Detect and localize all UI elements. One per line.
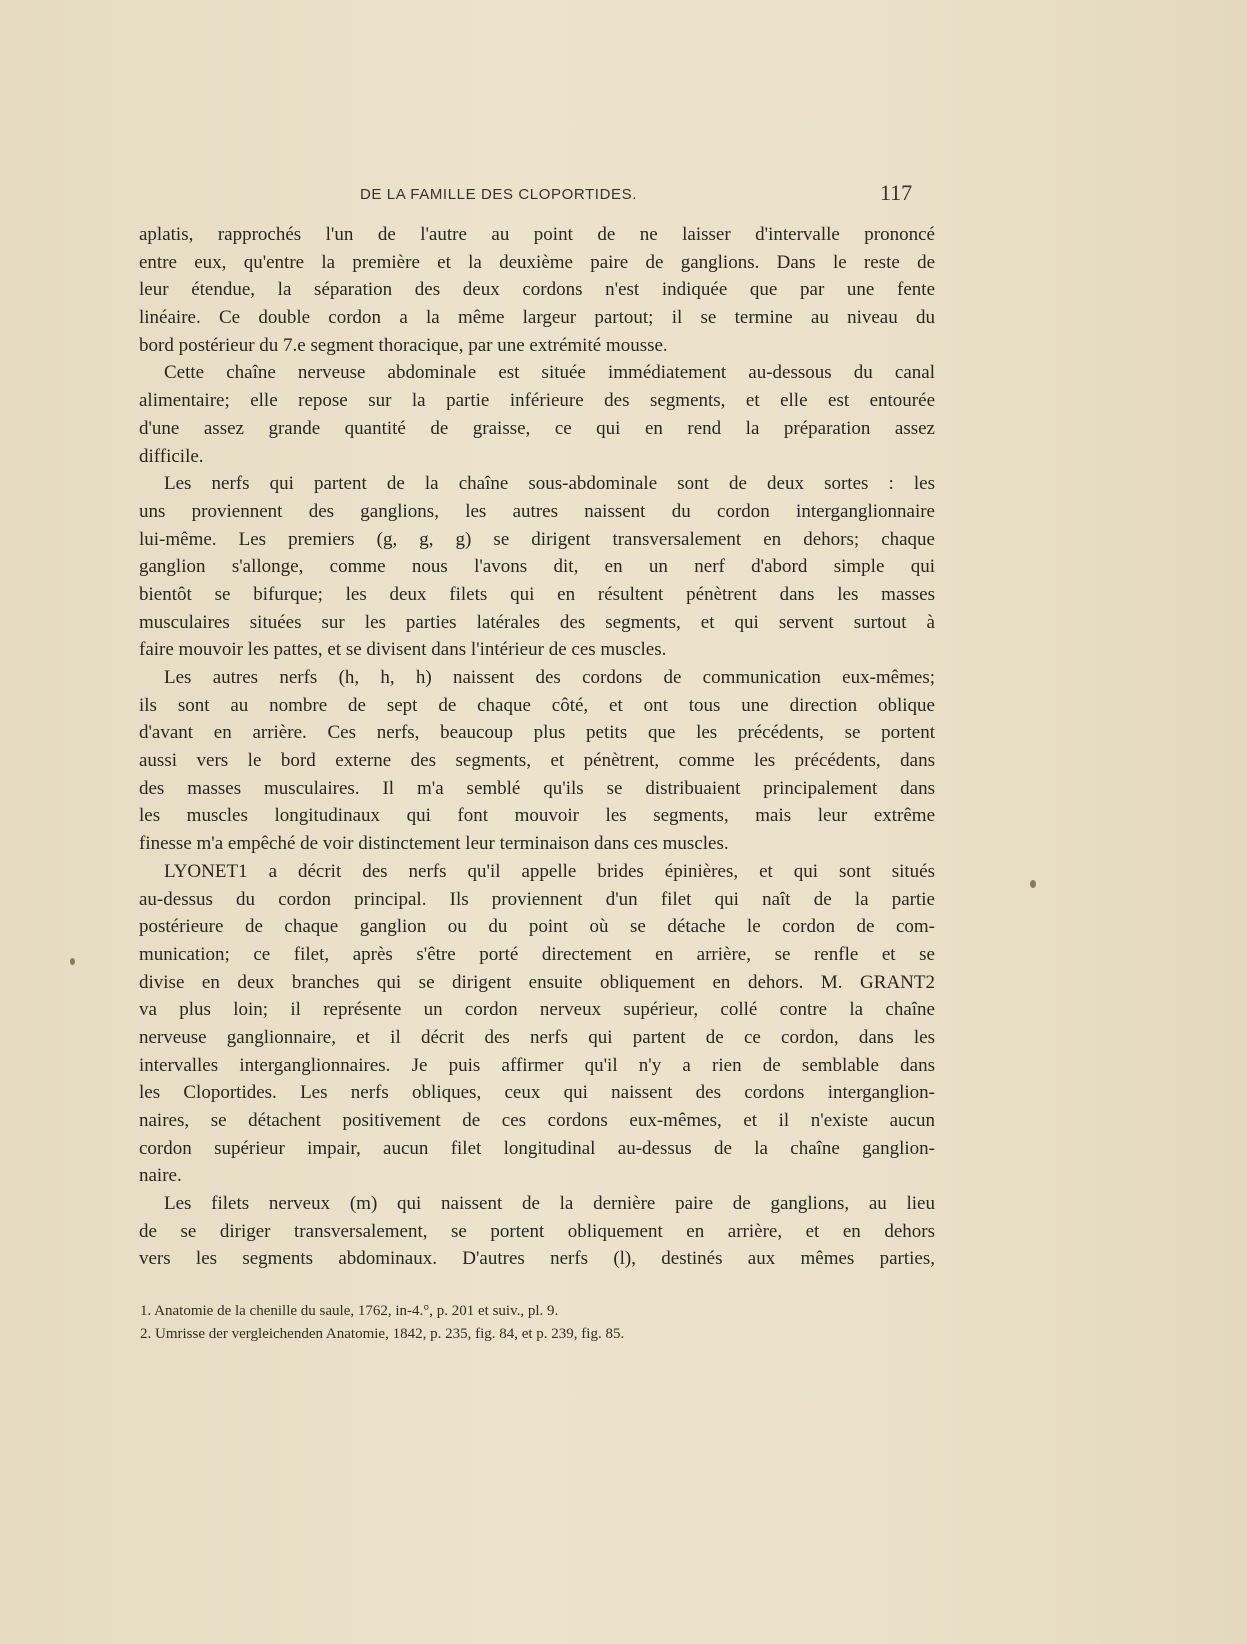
text-line: Les autres nerfs (h, h, h) naissent des cordons de communication eux-mêmes; [164,667,935,688]
text-line: au-dessus du cordon principal. Ils proviennent d'un filet qui naît de la partie [139,888,935,910]
text-line: Les nerfs qui partent de la chaîne sous-abdominale sont de deux sortes : les [164,473,935,495]
text-line: naires, se détachent positivement de ces cordons eux-mêmes, et il n'existe aucun [139,1110,935,1131]
page-number: 117 [880,180,913,205]
text-line: difficile. [139,445,204,467]
text-line: musculaires situées sur les parties latérales des segments, et qui servent surtout à [139,611,935,633]
text-line: alimentaire; elle repose sur la partie inférieure des segments, et elle est entourée [139,390,935,412]
text-line: bientôt se bifurque; les deux filets qui en résultent pénètrent dans les masses [139,583,935,605]
text-line: entre eux, qu'entre la première et la deuxième paire de ganglions. Dans le reste de [139,251,935,273]
text-line: va plus loin; il représente un cordon nerveux supérieur, collé contre la chaîne [139,999,935,1021]
body-text [139,221,935,1273]
paper-speck [70,958,75,965]
text-line: aussi vers le bord externe des segments, et pénètrent, comme les précédents, dans [139,750,935,772]
text-line: linéaire. Ce double cordon a la même largeur partout; il se termine au niveau du [139,307,935,329]
text-line: ils sont au nombre de sept de chaque côté, et ont tous une direction oblique [139,694,935,716]
text-line: cordon supérieur impair, aucun filet longitudinal au-dessus de la chaîne ganglion- [139,1137,935,1159]
text-line: LYONET1 a décrit des nerfs qu'il appelle brides épinières, et qui sont situés [164,860,935,882]
text-line: de se diriger transversalement, se portent obliquement en arrière, et en dehors [139,1220,935,1242]
text-line: Les filets nerveux (m) qui naissent de la dernière paire de ganglions, au lieu [164,1193,935,1215]
footnote-1: 1. Anatomie de la chenille du saule, 1762, in-4.°, p. 201 et suiv., pl. 9. [140,1303,559,1319]
text-line: les Cloportides. Les nerfs obliques, ceux qui naissent des cordons interganglion- [139,1082,935,1104]
text-line: vers les segments abdominaux. D'autres nerfs (l), destinés aux mêmes parties, [139,1248,935,1270]
text-line: intervalles interganglionnaires. Je puis affirmer qu'il n'y a rien de semblable dans [139,1054,935,1076]
text-line: d'une assez grande quantité de graisse, ce qui en rend la préparation assez [139,417,935,439]
text-line: aplatis, rapprochés l'un de l'autre au point de ne laisser d'intervalle prononcé [139,224,935,245]
footnote-2: 2. Umrisse der vergleichenden Anatomie, 1842, p. 235, fig. 84, et p. 239, fig. 85. [140,1326,625,1342]
text-line: Cette chaîne nerveuse abdominale est située immédiatement au-dessous du canal [164,362,935,384]
text-line: divise en deux branches qui se dirigent ensuite obliquement en dehors. M. GRANT2 [139,971,935,993]
text-line: faire mouvoir les pattes, et se divisent dans l'intérieur de ces muscles. [139,639,667,661]
text-line: uns proviennent des ganglions, les autres naissent du cordon interganglionnaire [139,500,935,522]
text-line: finesse m'a empêché de voir distinctement leur terminaison dans ces muscles. [139,833,729,855]
text-line: les muscles longitudinaux qui font mouvoir les segments, mais leur extrême [139,805,935,827]
text-line: naire. [139,1165,182,1187]
text-line: leur étendue, la séparation des deux cordons n'est indiquée que par une fente [139,279,935,301]
text-line: bord postérieur du 7.e segment thoracique, par une extrémité mousse. [139,334,668,356]
text-line: postérieure de chaque ganglion ou du point où se détache le cordon de com- [139,916,935,938]
footnotes [140,1300,936,1346]
text-line: munication; ce filet, après s'être porté directement en arrière, se renfle et se [139,943,935,965]
text-line: d'avant en arrière. Ces nerfs, beaucoup plus petits que les précédents, se portent [139,722,935,744]
running-title: DE LA FAMILLE DES CLOPORTIDES. [360,186,637,203]
text-line: lui-même. Les premiers (g, g, g) se dirigent transversalement en dehors; chaque [139,528,935,550]
text-line: ganglion s'allonge, comme nous l'avons dit, en un nerf d'abord simple qui [139,556,935,578]
text-line: des masses musculaires. Il m'a semblé qu'ils se distribuaient principalement dans [139,777,935,799]
text-line: nerveuse ganglionnaire, et il décrit des nerfs qui partent de ce cordon, dans les [139,1026,935,1048]
paper-speck [1030,880,1036,888]
